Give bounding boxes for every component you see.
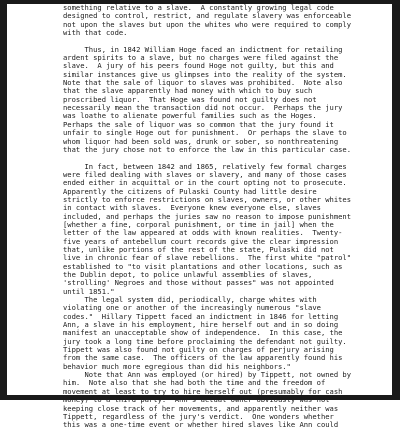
text-line: ended either in acquittal or in the court opting not to prosecute. — [63, 178, 347, 188]
text-line: strictly to enforce restrictions on slaves, owners, or other whites — [63, 194, 352, 204]
text-line: slave. A jury of his peers found Hoge not guilty, but this and — [63, 61, 334, 71]
text-line: established to "to visit plantations and other locations, such as — [63, 261, 343, 271]
text-line: with that code. — [63, 28, 128, 38]
text-line: whom liquor had been sold was, drunk or sober, so nonthreatening — [63, 136, 339, 146]
text-line: him. Note also that she had both the time and the freedom of — [63, 378, 326, 388]
text-line: not upon the slaves but upon the whites who were required to comply — [63, 19, 352, 29]
text-line: Note that Ann was employed (or hired) by Tippett, not owned by — [63, 370, 352, 380]
text-line: jury took a long time before proclaiming the defendant not guilty. — [63, 336, 347, 346]
text-line: codes." Hillary Tippett faced an indictment in 1846 for letting — [63, 311, 339, 321]
text-line: Apparently the citizens of Pulaski County had little desire — [63, 186, 317, 196]
text-line: live in chronic fear of slave rebellions. The first white "patrol" — [63, 253, 352, 263]
paragraph-continuation — [63, 4, 359, 37]
text-line: Tippett was also found not guilty on charges of perjury arising — [63, 345, 334, 355]
text-line: the Dublin depot, to police unlawful assemblies of slaves, — [63, 270, 313, 279]
text-line: was loathe to alienate powerful families such as the Hoges. — [63, 111, 317, 121]
text-line: The legal system did, periodically, charge whites with — [63, 295, 317, 305]
text-line: something relative to a slave. A constantly growing legal code — [63, 3, 334, 12]
text-line: letter of the law appeared at odds with known realities. Twenty- — [63, 228, 343, 238]
text-line: Perhaps the sale of liquor was so common that the jury found it — [63, 119, 334, 129]
text-line: were filed dealing with slaves or slavery, and many of those cases — [63, 169, 347, 179]
text-line: ardent spirits to a slave, but no charges were filed against the — [63, 53, 339, 63]
text-line: five years of antebellum court records give the clear impression — [63, 236, 339, 246]
text-line: until 1851." — [63, 286, 115, 296]
text-line: Ann, a slave in his employment, hire herself out and in so doing — [63, 320, 339, 330]
text-line: Thus, in 1842 William Hoge faced an indictment for retailing — [63, 44, 343, 54]
document-text-column — [63, 4, 359, 430]
text-line: behavior much more egregious than did his neighbors." — [63, 361, 291, 371]
text-line: that the jury chose not to enforce the law in this particular case. — [63, 144, 352, 154]
text-line: that, unlike portions of the rest of the state, Pulaski did not — [63, 244, 334, 254]
text-line: 'strolling' Negroes and those without passes" was not appointed — [63, 278, 334, 288]
text-line: Note that the sale of liquor to slaves was prohibited. Note also — [63, 78, 343, 88]
text-line: keeping close track of her movements, and apparently neither was — [63, 403, 339, 413]
text-line: money) to a third party. Ann's actual owner obviously was not — [63, 395, 330, 405]
text-line: movement at least to try to hire herself out (presumably for cash — [63, 386, 343, 396]
text-line: in contact with slaves. Everyone knew everyone else, slaves — [63, 203, 321, 213]
text-line: included, and perhaps the juries saw no reason to impose punishment — [63, 211, 352, 221]
text-line: this was a one-time event or whether hired slaves like Ann could — [63, 420, 339, 430]
paragraph-formal-charges — [63, 163, 359, 297]
text-line: necessarily mean the transaction did not occur. Perhaps the jury — [63, 103, 343, 113]
paragraph-tippett — [63, 296, 359, 430]
text-line: proscribed liquor. That Hoge was found not guilty does not — [63, 94, 317, 104]
text-line: [whether a fine, corporal punishment, or time in jail] when the — [63, 219, 334, 229]
text-line: manifest an unacceptable show of independence. In this case, the — [63, 328, 343, 338]
text-line: from the same case. The officers of the law apparently found his — [63, 353, 343, 363]
paragraph-hoge — [63, 46, 359, 154]
text-line: designed to control, restrict, and regulate slavery was enforceable — [63, 11, 352, 21]
text-line: that the slave apparently had money with which to buy such — [63, 86, 313, 96]
text-line: unfair to single Hoge out for punishment. Or perhaps the slave to — [63, 128, 347, 138]
text-line: similar instances give us glimpses into the reality of the system. — [63, 69, 347, 79]
text-line: In fact, between 1842 and 1865, relatively few formal charges — [63, 161, 347, 171]
text-line: violating one or another of the increasingly numerous "slave — [63, 303, 321, 313]
text-line: Tippett, regardless of the jury's verdict. One wonders whether — [63, 411, 334, 421]
